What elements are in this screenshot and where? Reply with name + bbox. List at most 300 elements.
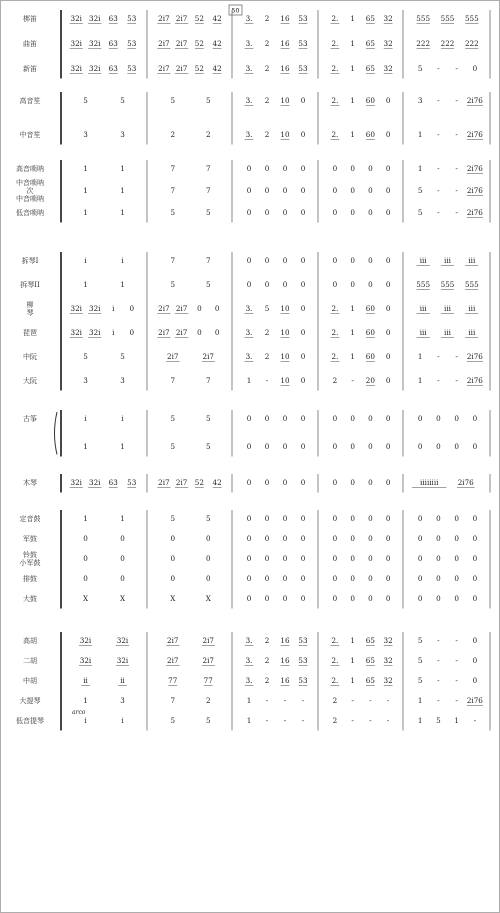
note-group: 0 (300, 328, 306, 337)
note-group: 0 (385, 352, 391, 361)
note-group: - (437, 64, 440, 73)
note-group: iii (419, 328, 427, 337)
note-group: 63 (108, 14, 118, 23)
note-group: - (265, 696, 269, 705)
note-group: 0 (264, 414, 270, 423)
note-group: 1 (120, 208, 125, 217)
note-group: 7 (170, 256, 176, 265)
note-group: 53 (298, 14, 308, 23)
note-group: 3. (245, 352, 253, 361)
note-group: 0 (385, 186, 391, 195)
note-group: 0 (300, 256, 306, 265)
note-group: 3. (245, 304, 253, 313)
note-group: 0 (472, 676, 478, 685)
note-group: - (437, 186, 440, 195)
note-group: 5 (205, 280, 211, 289)
note-group: 0 (300, 280, 306, 289)
note-group: - (455, 130, 458, 139)
note-group: 32i (116, 656, 129, 665)
note-group: - (437, 352, 440, 361)
note-group: 1 (417, 696, 423, 705)
note-group: 0 (385, 442, 391, 451)
note-group: 0 (454, 442, 459, 451)
note-group: i (121, 414, 124, 423)
note-group: 53 (298, 676, 308, 685)
note-group: i (112, 328, 115, 337)
note-group: 53 (127, 64, 137, 73)
note-group: X (170, 594, 176, 603)
note-group: 0 (417, 534, 423, 543)
note-group: 32i (89, 328, 101, 337)
note-group: 0 (282, 514, 288, 523)
note-group: 0 (264, 514, 270, 523)
note-group: 1 (246, 376, 252, 385)
note-group: 5 (417, 636, 423, 645)
note-group: 5 (170, 414, 176, 423)
note-group: 0 (264, 186, 270, 195)
note-group: 0 (246, 594, 252, 603)
note-group: 0 (129, 328, 135, 337)
note-group: 2 (264, 64, 270, 73)
note-group: 1 (120, 280, 125, 289)
note-group: 52 (194, 64, 204, 73)
note-group: - (437, 130, 440, 139)
note-group: 0 (282, 208, 288, 217)
note-group: 222 (416, 39, 431, 48)
note-group: 1 (417, 352, 423, 361)
note-group: - (437, 656, 440, 665)
note-group: 0 (472, 656, 478, 665)
note-group: 7 (205, 376, 211, 385)
note-group: 0 (436, 414, 441, 423)
note-group: 3 (83, 130, 88, 139)
note-group: 2 (264, 636, 270, 645)
note-group: 0 (264, 256, 270, 265)
note-group: 7 (170, 696, 176, 705)
note-group: 0 (129, 304, 135, 313)
note-group: ii (83, 676, 88, 685)
note-group: 0 (264, 594, 270, 603)
note-group: 0 (120, 534, 125, 543)
note-group: 1 (83, 186, 88, 195)
note-group: 0 (332, 594, 338, 603)
note-group: 0 (385, 280, 391, 289)
note-group: 0 (385, 164, 391, 173)
note-group: 1 (83, 514, 88, 523)
note-group: - (437, 676, 440, 685)
note-group: 0 (436, 554, 441, 563)
note-group: 0 (332, 442, 338, 451)
note-group: 0 (350, 554, 355, 563)
note-group: 42 (212, 478, 222, 487)
note-group: 2 (332, 376, 338, 385)
note-group: 1 (246, 696, 252, 705)
note-group: 2. (331, 636, 339, 645)
instrument-label: 铃鼓小军鼓 (19, 551, 41, 567)
note-group: 0 (385, 130, 391, 139)
note-group: 0 (417, 414, 423, 423)
note-group: 5 (417, 186, 423, 195)
note-group: - (265, 376, 269, 385)
note-group: 5 (436, 716, 441, 725)
note-group: 1 (83, 696, 88, 705)
instrument-label: 定音鼓 (19, 515, 41, 523)
instrument-label: 军鼓 (23, 535, 37, 543)
note-group: 0 (300, 594, 306, 603)
note-group: 3. (245, 64, 253, 73)
instrument-label: 琵琶 (23, 329, 37, 337)
note-group: X (205, 594, 211, 603)
note-group: 0 (282, 574, 288, 583)
note-group: iiiiiiii (420, 478, 439, 487)
note-group: - (455, 636, 458, 645)
measure-number-box (229, 5, 242, 15)
note-group: 0 (246, 186, 252, 195)
note-group: 2. (331, 676, 339, 685)
note-group: 0 (300, 352, 306, 361)
note-group: 5 (120, 352, 125, 361)
note-group: 0 (282, 256, 288, 265)
note-group: 0 (300, 414, 306, 423)
note-group: 32i (70, 64, 82, 73)
note-group: - (455, 376, 458, 385)
note-group: i (112, 304, 115, 313)
note-group: 60 (365, 304, 375, 313)
note-group: 2 (264, 352, 270, 361)
note-group: 2 (264, 656, 270, 665)
note-group: 2. (331, 96, 339, 105)
note-group: 0 (385, 478, 391, 487)
instrument-label: 柳琴 (26, 301, 34, 317)
note-group: 0 (368, 594, 373, 603)
note-group: - (455, 96, 458, 105)
note-group: 32i (79, 636, 92, 645)
note-group: 0 (350, 442, 355, 451)
note-group: 0 (472, 594, 478, 603)
note-group: 0 (205, 534, 211, 543)
note-group: 2i7 (202, 656, 214, 665)
note-group: iii (419, 304, 427, 313)
note-group: 0 (83, 554, 88, 563)
instrument-label: 排鼓 (23, 575, 37, 583)
note-group: 5 (417, 676, 423, 685)
note-group: 0 (205, 574, 211, 583)
note-group: 5 (417, 64, 423, 73)
note-group: 7 (170, 164, 176, 173)
note-group: - (437, 164, 440, 173)
note-group: 0 (385, 304, 391, 313)
note-group: 1 (120, 442, 125, 451)
note-group: 1 (120, 186, 125, 195)
note-group: 32i (116, 636, 129, 645)
note-group: 0 (472, 442, 478, 451)
note-group: - (283, 696, 287, 705)
note-group: 32 (383, 14, 393, 23)
note-group: 2i7 (167, 352, 179, 361)
note-group: 0 (246, 414, 252, 423)
note-group: - (351, 696, 354, 705)
note-group: 0 (170, 534, 176, 543)
note-group: 53 (298, 636, 308, 645)
note-group: iii (444, 328, 451, 337)
note-group: 0 (332, 478, 338, 487)
note-group: 2i7 (175, 14, 188, 23)
note-group: 0 (300, 130, 306, 139)
note-group: 2i7 (158, 304, 170, 313)
note-group: 0 (246, 534, 252, 543)
note-group: 2 (264, 130, 270, 139)
note-group: 53 (298, 39, 308, 48)
note-group: 0 (282, 554, 288, 563)
note-group: 555 (416, 280, 431, 289)
note-group: 5 (120, 96, 125, 105)
note-group: 32i (70, 14, 82, 23)
note-group: 0 (454, 534, 459, 543)
note-group: 1 (350, 328, 355, 337)
note-group: 2. (331, 130, 339, 139)
note-group: 1 (454, 716, 459, 725)
note-group: 0 (282, 414, 288, 423)
note-group: 1 (417, 716, 423, 725)
note-group: iii (468, 304, 476, 313)
note-group: 0 (368, 534, 373, 543)
note-group: 10 (280, 96, 290, 105)
note-group: 0 (417, 442, 423, 451)
note-group: 0 (350, 514, 355, 523)
note-group: 5 (170, 96, 176, 105)
note-group: 0 (436, 534, 441, 543)
note-group: 5 (205, 514, 211, 523)
note-group: 1 (83, 442, 88, 451)
note-group: 0 (350, 414, 355, 423)
note-group: - (455, 64, 458, 73)
note-group: 2 (264, 39, 270, 48)
note-group: 16 (280, 636, 290, 645)
note-group: - (369, 696, 372, 705)
note-group: 0 (264, 208, 270, 217)
note-group: 0 (385, 96, 391, 105)
note-group: 65 (365, 64, 375, 73)
note-group: - (437, 96, 440, 105)
note-group: 5 (83, 96, 88, 105)
note-group: 0 (246, 256, 252, 265)
note-group: iii (468, 256, 476, 265)
note-group: 16 (280, 39, 290, 48)
instrument-label: 古筝 (23, 415, 37, 423)
note-group: 0 (436, 514, 441, 523)
note-group: 0 (214, 304, 220, 313)
note-group: 222 (464, 39, 479, 48)
note-group: 65 (365, 39, 375, 48)
note-group: - (455, 676, 458, 685)
note-group: 65 (365, 656, 375, 665)
note-group: 2i7 (158, 39, 170, 48)
note-group: 16 (280, 656, 290, 665)
note-group: 222 (440, 39, 455, 48)
note-group: 0 (385, 534, 391, 543)
note-group: 0 (282, 442, 288, 451)
instrument-label: 大提琴 (19, 697, 41, 705)
note-group: 0 (300, 442, 306, 451)
note-group: 2i7 (158, 328, 170, 337)
note-group: 0 (282, 186, 288, 195)
note-group: 0 (300, 164, 306, 173)
instrument-label: 高音笙 (19, 97, 41, 105)
note-group: 52 (194, 478, 204, 487)
note-group: i (84, 716, 87, 725)
note-group: 0 (417, 554, 423, 563)
note-group: 5 (170, 280, 176, 289)
note-group: 0 (282, 478, 288, 487)
note-group: 0 (246, 514, 252, 523)
note-group: 1 (83, 208, 88, 217)
note-group: 42 (212, 64, 222, 73)
note-group: 0 (300, 96, 306, 105)
note-group: 0 (246, 280, 252, 289)
note-group: 5 (170, 442, 176, 451)
note-group: 0 (264, 280, 270, 289)
note-group: 0 (205, 554, 211, 563)
note-group: 3 (120, 376, 125, 385)
note-group: 0 (368, 514, 373, 523)
note-group: 0 (246, 164, 252, 173)
note-group: 2i7 (167, 636, 179, 645)
note-group: - (437, 376, 440, 385)
note-group: 555 (464, 280, 479, 289)
note-group: 3. (245, 96, 253, 105)
note-group: - (386, 696, 390, 705)
note-group: 0 (385, 256, 391, 265)
note-group: 32i (70, 328, 82, 337)
instrument-label: 梆笛 (23, 15, 37, 23)
note-group: 1 (350, 304, 355, 313)
note-group: 0 (246, 208, 252, 217)
note-group: 2. (331, 14, 339, 23)
note-group: 0 (472, 636, 478, 645)
note-group: 0 (264, 574, 270, 583)
note-group: 0 (368, 414, 373, 423)
note-group: 10 (280, 130, 290, 139)
note-group: 5 (170, 208, 176, 217)
note-group: 0 (368, 554, 373, 563)
note-group: 0 (454, 554, 459, 563)
note-group: 0 (300, 554, 306, 563)
note-group: 16 (280, 676, 290, 685)
note-group: - (437, 696, 440, 705)
note-group: 555 (440, 14, 455, 23)
note-group: 0 (350, 208, 355, 217)
note-group: 63 (108, 39, 118, 48)
note-group: 2i7 (175, 478, 188, 487)
note-group: 0 (454, 514, 459, 523)
note-group: 2. (331, 656, 339, 665)
note-group: iii (468, 328, 476, 337)
note-group: 2 (264, 676, 270, 685)
note-group: 0 (454, 574, 459, 583)
instrument-label: 中胡 (23, 677, 37, 685)
note-group: 60 (365, 328, 375, 337)
note-group: iii (444, 304, 451, 313)
note-group: - (265, 716, 269, 725)
note-group: 1 (417, 164, 423, 173)
note-group: 2i76 (466, 186, 483, 195)
note-group: 0 (385, 376, 391, 385)
note-group: 7 (205, 186, 211, 195)
instrument-label: 中音笙 (19, 131, 41, 139)
note-group: - (473, 716, 477, 725)
note-group: 32i (89, 39, 101, 48)
note-group: - (455, 164, 458, 173)
note-group: - (301, 696, 305, 705)
note-group: 0 (332, 208, 338, 217)
note-group: 32 (383, 656, 393, 665)
note-group: 10 (280, 376, 290, 385)
note-group: 42 (212, 39, 222, 48)
note-group: 2 (332, 716, 338, 725)
note-group: 2i7 (175, 328, 188, 337)
note-group: - (351, 716, 354, 725)
note-group: 2. (331, 304, 339, 313)
note-group: 0 (300, 304, 306, 313)
note-group: 77 (203, 676, 213, 685)
note-group: 2. (331, 328, 339, 337)
instrument-label: 二胡 (23, 657, 37, 665)
note-group: 0 (417, 594, 423, 603)
note-group: 0 (120, 574, 125, 583)
note-group: 2i76 (466, 96, 483, 105)
note-group: 0 (385, 328, 391, 337)
note-group: 0 (385, 574, 391, 583)
note-group: 0 (83, 534, 88, 543)
note-group: 63 (108, 478, 118, 487)
note-group: 32i (70, 478, 82, 487)
note-group: 7 (170, 186, 176, 195)
note-group: 1 (246, 716, 252, 725)
note-group: 0 (417, 574, 423, 583)
note-group: 32i (70, 304, 82, 313)
note-group: 2i7 (175, 304, 188, 313)
note-group: 2 (264, 96, 270, 105)
note-group: - (301, 716, 305, 725)
note-group: 10 (280, 328, 290, 337)
note-group: - (455, 656, 458, 665)
instrument-label: 大鼓 (23, 595, 37, 603)
instrument-label: 木琴 (23, 479, 37, 487)
note-group: 0 (120, 554, 125, 563)
note-group: 63 (108, 64, 118, 73)
note-group: 1 (83, 280, 88, 289)
note-group: X (119, 594, 126, 603)
note-group: 2. (331, 352, 339, 361)
note-group: - (386, 716, 390, 725)
note-group: 0 (350, 478, 355, 487)
note-group: 3. (245, 636, 253, 645)
instrument-label: 大阮 (23, 377, 37, 385)
note-group: 60 (365, 96, 375, 105)
note-group: 2 (205, 696, 211, 705)
note-group: 0 (332, 186, 338, 195)
note-group: 60 (365, 352, 375, 361)
note-group: 0 (350, 594, 355, 603)
note-group: X (82, 594, 89, 603)
note-group: 2i7 (202, 352, 214, 361)
note-group: 2 (264, 328, 270, 337)
note-group: 0 (436, 574, 441, 583)
note-group: - (455, 696, 458, 705)
note-group: iii (444, 256, 451, 265)
note-group: 52 (194, 14, 204, 23)
note-group: iii (419, 256, 427, 265)
